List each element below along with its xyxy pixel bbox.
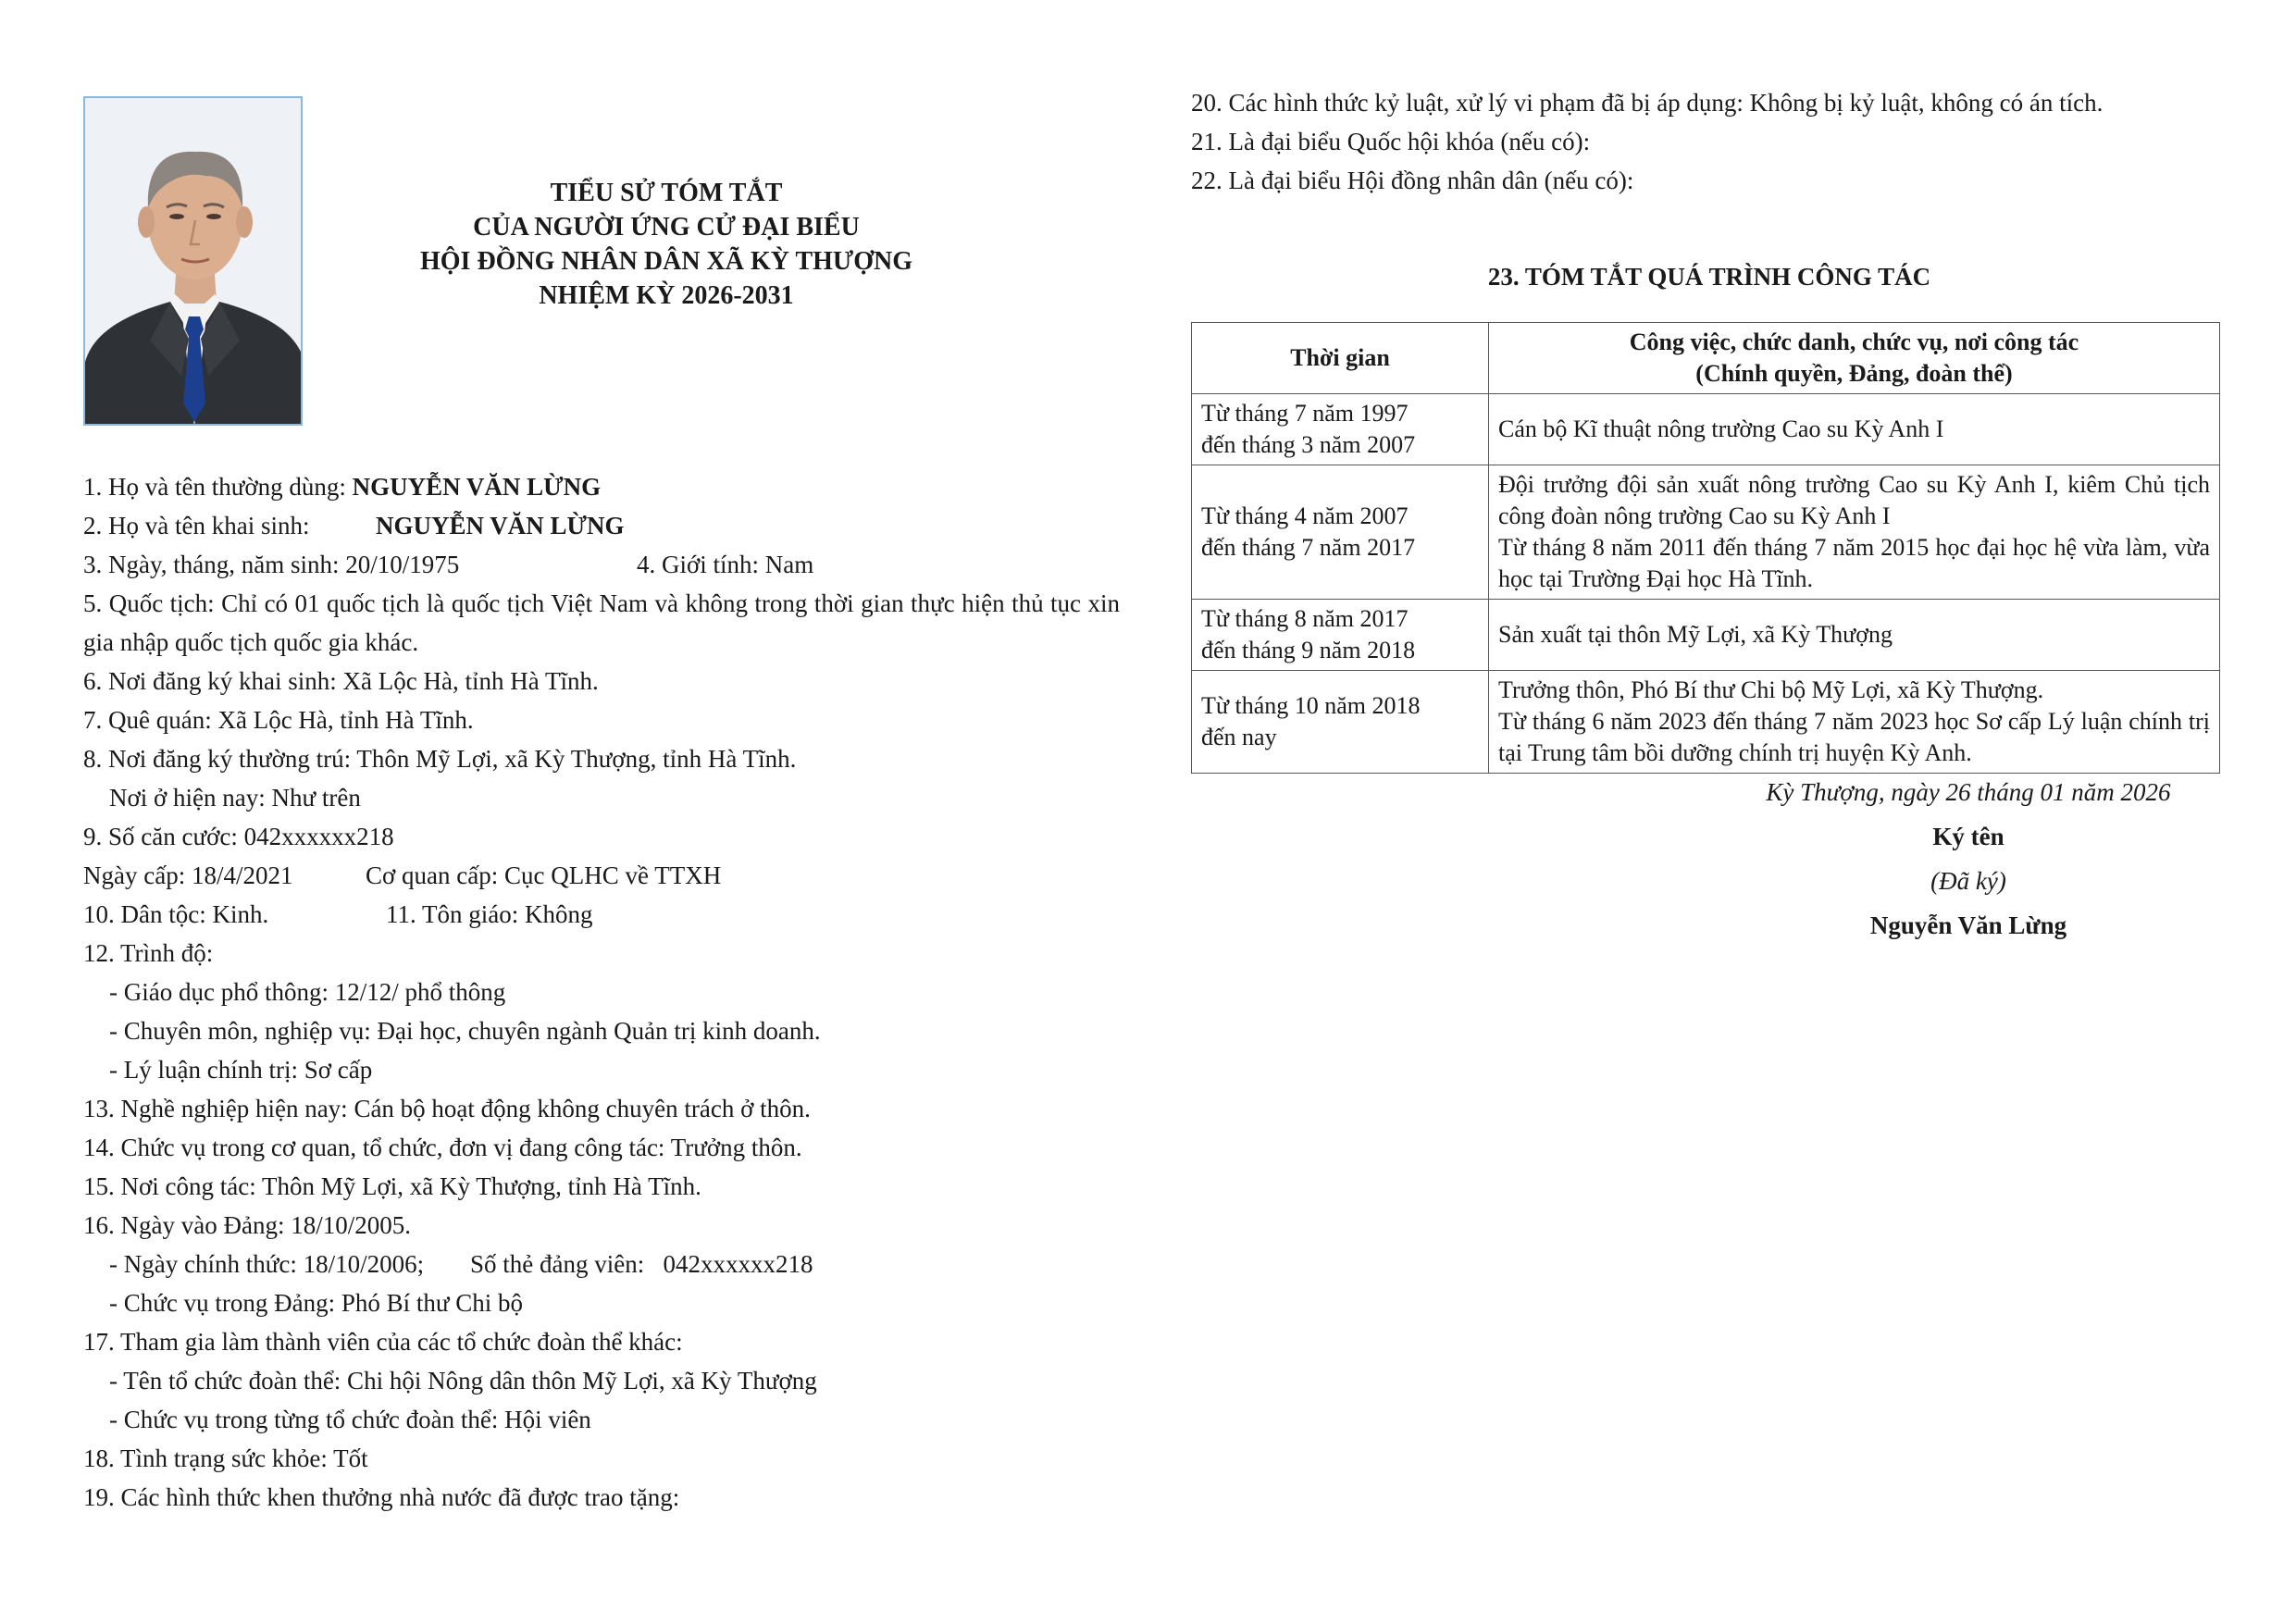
field-education: 12. Trình độ:: [83, 939, 214, 967]
cell-description: [1489, 600, 2220, 671]
field-common-name: [83, 467, 1120, 506]
cell-time: [1192, 394, 1489, 465]
field-birthdate-gender: [83, 545, 1120, 584]
cell-line: Từ tháng 10 năm 2018: [1201, 692, 1421, 719]
field-awards: 19. Các hình thức khen thưởng nhà nước đã được trao tặng:: [83, 1483, 680, 1511]
cell-line: Từ tháng 8 năm 2017: [1201, 605, 1409, 632]
field-workplace: 15. Nơi công tác: Thôn Mỹ Lợi, xã Kỳ Thượng, tỉnh Hà Tĩnh.: [83, 1172, 701, 1200]
cell-line: Từ tháng 4 năm 2007: [1201, 502, 1409, 529]
biography-fields: [83, 467, 1120, 1517]
title-line: TIỂU SỬ TÓM TẮT: [550, 179, 783, 207]
column-header-time: Thời gian: [1192, 323, 1489, 394]
document-title: [352, 176, 981, 313]
table-row: [1192, 465, 2220, 600]
work-history-table: [1191, 322, 2220, 774]
cell-time: [1192, 600, 1489, 671]
field-religion: 11. Tôn giáo: Không: [386, 900, 593, 928]
field-organization-role: - Chức vụ trong từng tổ chức đoàn thể: Hội viên: [109, 1406, 591, 1433]
cell-line: Trưởng thôn, Phó Bí thư Chi bộ Mỹ Lợi, xã Kỳ Thượng.: [1498, 676, 2044, 703]
field-birthdate: 3. Ngày, tháng, năm sinh: 20/10/1975: [83, 551, 460, 578]
cell-line: đến nay: [1201, 724, 1277, 750]
field-professional: - Chuyên môn, nghiệp vụ: Đại học, chuyên ngành Quản trị kinh doanh.: [109, 1017, 821, 1045]
cell-line: Từ tháng 8 năm 2011 đến tháng 7 năm 2015 học đại học hệ vừa làm, vừa học tại Trường Đại học Hà Tĩnh.: [1498, 534, 2210, 592]
title-line: HỘI ĐỒNG NHÂN DÂN XÃ KỲ THƯỢNG: [419, 247, 912, 276]
cell-line: Sản xuất tại thôn Mỹ Lợi, xã Kỳ Thượng: [1498, 621, 1893, 648]
field-party-card: Số thẻ đảng viên: 042xxxxxx218: [470, 1250, 813, 1278]
sign-label: Ký tên: [1932, 823, 2004, 850]
field-label: 1. Họ và tên thường dùng:: [83, 473, 353, 501]
cell-line: Từ tháng 7 năm 1997: [1201, 400, 1409, 427]
field-birth-registration: 6. Nơi đăng ký khai sinh: Xã Lộc Hà, tỉnh Hà Tĩnh.: [83, 667, 599, 695]
cell-line: đến tháng 7 năm 2017: [1201, 534, 1416, 561]
field-birth-name: [83, 506, 1120, 545]
field-party-join-date: 16. Ngày vào Đảng: 18/10/2005.: [83, 1211, 411, 1239]
cell-line: Từ tháng 6 năm 2023 đến tháng 7 năm 2023 học Sơ cấp Lý luận chính trị tại Trung tâm bồi dưỡng chính trị huyện Kỳ Anh.: [1498, 708, 2210, 766]
signer-name: Nguyễn Văn Lừng: [1869, 911, 2067, 939]
table-row: [1192, 600, 2220, 671]
signed-note: (Đã ký): [1930, 867, 2006, 895]
title-line: NHIỆM KỲ 2026-2031: [539, 281, 794, 310]
field-nationality: 5. Quốc tịch: Chỉ có 01 quốc tịch là quốc tịch Việt Nam và không trong thời gian thực hiện thủ tục xin gia nhập quốc tịch quốc gia khác.: [83, 589, 1120, 656]
field-label: 2. Họ và tên khai sinh:: [83, 512, 310, 539]
cell-description: [1489, 465, 2220, 600]
cell-time: [1192, 671, 1489, 774]
field-hometown: 7. Quê quán: Xã Lộc Hà, tỉnh Hà Tĩnh.: [83, 706, 474, 734]
field-party-position: - Chức vụ trong Đảng: Phó Bí thư Chi bộ: [109, 1289, 524, 1317]
field-issue-date: Ngày cấp: 18/4/2021: [83, 862, 293, 889]
column-header-description: [1489, 323, 2220, 394]
field-issuer: Cơ quan cấp: Cục QLHC về TTXH: [366, 862, 722, 889]
cell-time: [1192, 465, 1489, 600]
signature-block: [1709, 773, 2228, 945]
field-organization-name: - Tên tổ chức đoàn thể: Chi hội Nông dân thôn Mỹ Lợi, xã Kỳ Thượng: [109, 1367, 817, 1395]
title-line: CỦA NGƯỜI ỨNG CỬ ĐẠI BIỂU: [473, 213, 860, 242]
field-people-council: 22. Là đại biểu Hội đồng nhân dân (nếu có):: [1191, 167, 1634, 194]
candidate-portrait: [83, 96, 303, 426]
right-page: [1191, 83, 2228, 939]
cell-description: [1489, 394, 2220, 465]
cell-line: đến tháng 9 năm 2018: [1201, 637, 1416, 663]
field-discipline: 20. Các hình thức kỷ luật, xử lý vi phạm đã bị áp dụng: Không bị kỷ luật, không có án tích.: [1191, 89, 2104, 117]
field-ethnicity-religion: [83, 895, 1120, 934]
field-political-theory: - Lý luận chính trị: Sơ cấp: [109, 1056, 373, 1084]
column-header-line: Công việc, chức danh, chức vụ, nơi công tác: [1629, 329, 2079, 355]
field-id-issue: [83, 856, 1120, 895]
cell-line: đến tháng 3 năm 2007: [1201, 431, 1416, 458]
cell-line: Cán bộ Kĩ thuật nông trường Cao su Kỳ Anh I: [1498, 415, 1944, 442]
table-row: [1192, 394, 2220, 465]
work-history-title: 23. TÓM TẮT QUÁ TRÌNH CÔNG TÁC: [1487, 263, 1931, 291]
field-gender: 4. Giới tính: Nam: [637, 551, 814, 578]
field-id-number: 9. Số căn cước: 042xxxxxx218: [83, 823, 394, 850]
table-header-row: [1192, 323, 2220, 394]
field-value: NGUYỄN VĂN LỪNG: [376, 512, 625, 539]
column-header-subline: (Chính quyền, Đảng, đoàn thể): [1695, 360, 2013, 387]
field-value: NGUYỄN VĂN LỪNG: [352, 473, 602, 501]
field-general-education: - Giáo dục phổ thông: 12/12/ phổ thông: [109, 978, 506, 1006]
table-row: [1192, 671, 2220, 774]
field-party-official: [83, 1245, 1120, 1283]
field-organizations: 17. Tham gia làm thành viên của các tổ chức đoàn thể khác:: [83, 1328, 683, 1356]
cell-line: Đội trưởng đội sản xuất nông trường Cao su Kỳ Anh I, kiêm Chủ tịch công đoàn nông trường Cao su Kỳ Anh I: [1498, 471, 2210, 529]
cell-description: [1489, 671, 2220, 774]
field-ethnicity: 10. Dân tộc: Kinh.: [83, 900, 269, 928]
field-current-residence: Nơi ở hiện nay: Như trên: [109, 784, 361, 812]
field-position: 14. Chức vụ trong cơ quan, tổ chức, đơn vị đang công tác: Trưởng thôn.: [83, 1134, 802, 1161]
place-date: Kỳ Thượng, ngày 26 tháng 01 năm 2026: [1766, 778, 2171, 806]
field-national-assembly: 21. Là đại biểu Quốc hội khóa (nếu có):: [1191, 128, 1591, 155]
field-occupation: 13. Nghề nghiệp hiện nay: Cán bộ hoạt động không chuyên trách ở thôn.: [83, 1095, 811, 1122]
field-official-date: - Ngày chính thức: 18/10/2006;: [109, 1250, 425, 1278]
field-health: 18. Tình trạng sức khỏe: Tốt: [83, 1444, 368, 1472]
field-permanent-residence: 8. Nơi đăng ký thường trú: Thôn Mỹ Lợi, xã Kỳ Thượng, tỉnh Hà Tĩnh.: [83, 745, 797, 773]
